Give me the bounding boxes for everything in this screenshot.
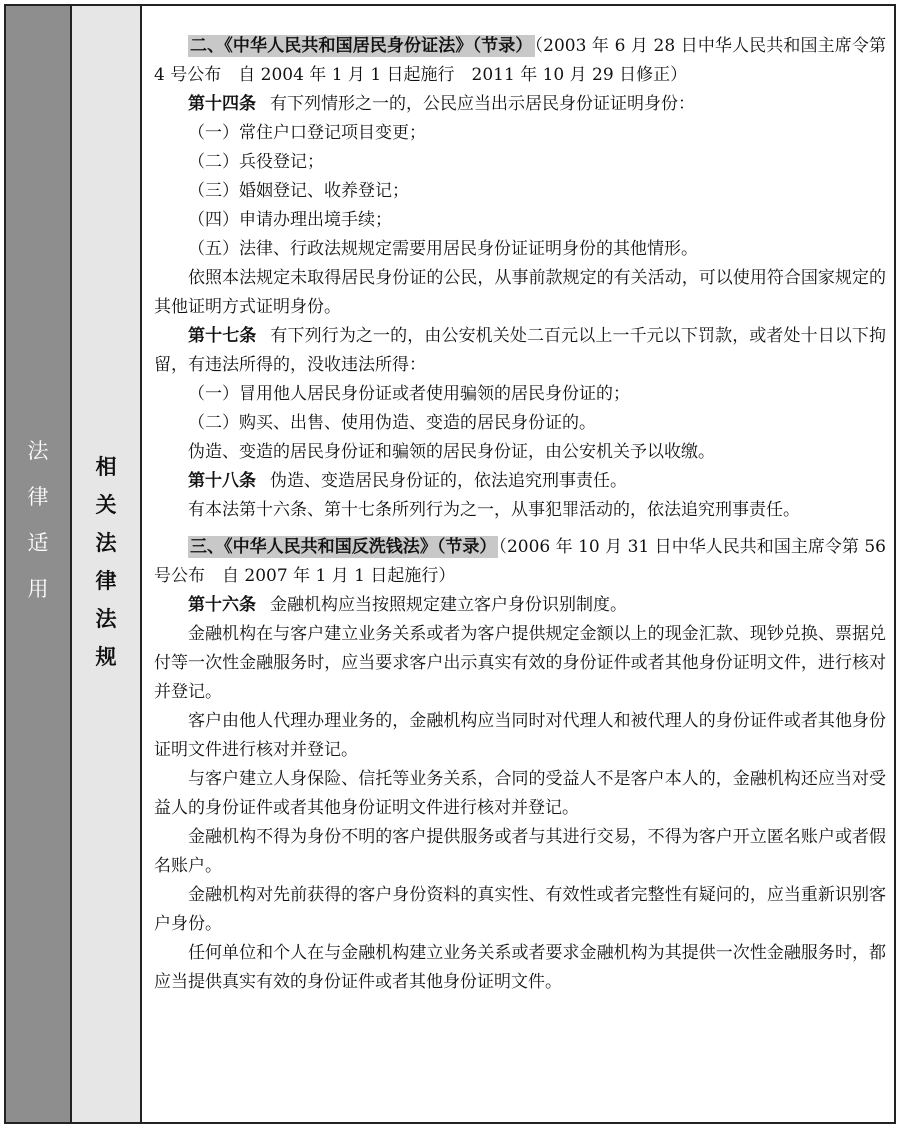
article-17 [154, 322, 886, 380]
list-item: （四）申请办理出境手续； [188, 210, 392, 230]
subcategory-column [72, 4, 142, 1124]
article-16-paragraph: 客户由他人代理办理业务的，金融机构应当同时对代理人和被代理人的身份证件或者其他身份证明文件进行核对并登记。 [154, 711, 886, 760]
subcategory-char: 相 [95, 455, 117, 479]
category-char: 律 [27, 485, 49, 509]
category-column [4, 4, 72, 1124]
article-14-label: 第十四条 [188, 94, 256, 114]
subcategory-char: 律 [95, 569, 117, 593]
article-16-paragraph: 金融机构对先前获得的客户身份资料的真实性、有效性或者完整性有疑问的，应当重新识别客户身份。 [154, 885, 886, 934]
section2-title: 二、《中华人民共和国居民身份证法》（节录） [190, 36, 533, 56]
subcategory-char: 法 [95, 607, 117, 631]
article-16-paragraph: 任何单位和个人在与金融机构建立业务关系或者要求金融机构为其提供一次性金融服务时，都应当提供真实有效的身份证件或者其他身份证明文件。 [154, 943, 886, 992]
list-item: （三）婚姻登记、收养登记； [188, 181, 409, 201]
law-content [154, 32, 886, 997]
section3-heading [154, 533, 886, 591]
article-17-text: 有下列行为之一的，由公安机关处二百元以上一千元以下罚款，或者处十日以下拘留，有违法所得的，没收违法所得： [154, 326, 887, 375]
subcategory-label [72, 448, 140, 676]
section-gap [154, 525, 886, 533]
article-16-paragraph: 与客户建立人身保险、信托等业务关系，合同的受益人不是客户本人的，金融机构还应当对受益人的身份证件或者其他身份证明文件进行核对并登记。 [154, 769, 886, 818]
article-16-text: 金融机构应当按照规定建立客户身份识别制度。 [270, 595, 627, 615]
category-char: 用 [27, 577, 49, 601]
article-18 [154, 467, 886, 496]
article-16 [154, 591, 886, 620]
article-14 [154, 90, 886, 119]
category-char: 适 [27, 531, 49, 555]
article-14-text: 有下列情形之一的，公民应当出示居民身份证证明身份： [270, 94, 695, 114]
article-18-paragraph: 有本法第十六条、第十七条所列行为之一，从事犯罪活动的，依法追究刑事责任。 [188, 500, 800, 520]
section3-title: 三、《中华人民共和国反洗钱法》（节录） [190, 537, 497, 557]
article-16-label: 第十六条 [188, 595, 256, 615]
article-17-label: 第十七条 [188, 326, 257, 346]
subcategory-char: 规 [95, 645, 117, 669]
category-label [6, 428, 70, 612]
article-14-paragraph: 依照本法规定未取得居民身份证的公民，从事前款规定的有关活动，可以使用符合国家规定的其他证明方式证明身份。 [154, 268, 886, 317]
article-17-paragraph: 伪造、变造的居民身份证和骗领的居民身份证，由公安机关予以收缴。 [188, 442, 715, 462]
article-16-paragraph: 金融机构在与客户建立业务关系或者为客户提供规定金额以上的现金汇款、现钞兑换、票据兑付等一次性金融服务时，应当要求客户出示真实有效的身份证件或者其他身份证明文件，进行核对并登记。 [154, 624, 886, 702]
category-char: 法 [27, 439, 49, 463]
section3-source: （2006 年 10 月 31 日中华人民共和国主席令第 56 号公布 自 2007 年 1 月 1 日起施行） [154, 537, 886, 586]
subcategory-char: 法 [95, 531, 117, 555]
list-item: （二）兵役登记； [188, 152, 324, 172]
article-18-text: 伪造、变造居民身份证的，依法追究刑事责任。 [270, 471, 627, 491]
list-item: （一）冒用他人居民身份证或者使用骗领的居民身份证的； [188, 384, 630, 404]
list-item: （一）常住户口登记项目变更； [188, 123, 426, 143]
subcategory-char: 关 [95, 493, 117, 517]
article-16-paragraph: 金融机构不得为身份不明的客户提供服务或者与其进行交易，不得为客户开立匿名账户或者假名账户。 [154, 827, 886, 876]
section2-heading [154, 32, 886, 90]
article-18-label: 第十八条 [188, 471, 256, 491]
list-item: （五）法律、行政法规规定需要用居民身份证证明身份的其他情形。 [188, 239, 698, 259]
list-item: （二）购买、出售、使用伪造、变造的居民身份证的。 [188, 413, 596, 433]
section2-source: （2003 年 6 月 28 日中华人民共和国主席令第 4 号公布 自 2004 年 1 月 1 日起施行 2011 年 10 月 29 日修正） [154, 36, 887, 85]
